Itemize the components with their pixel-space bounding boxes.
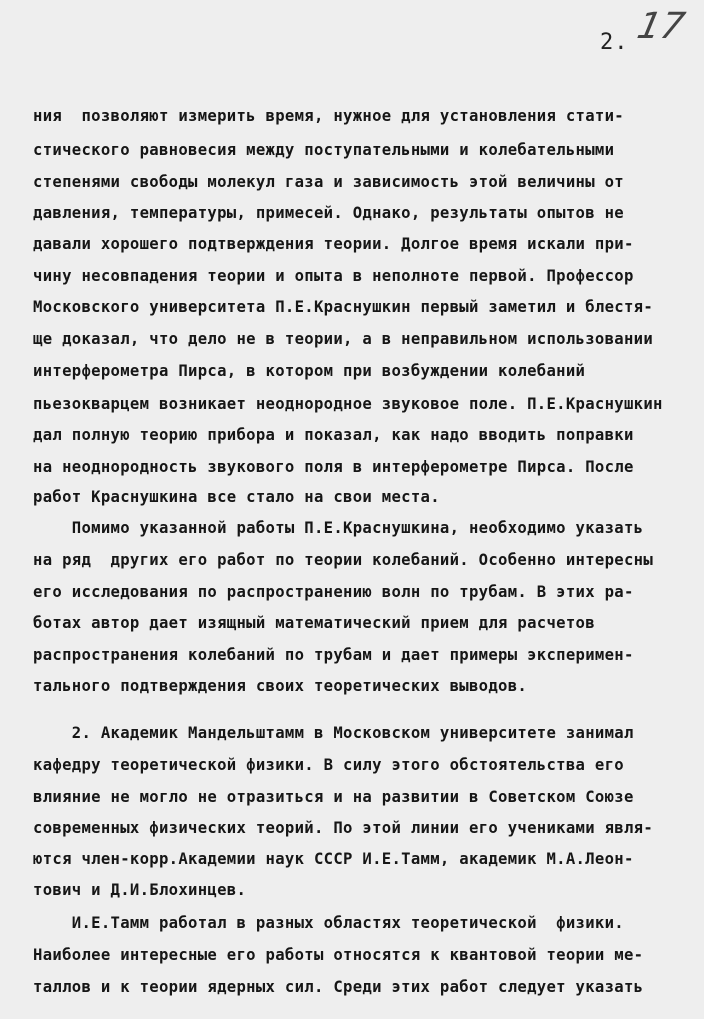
page-number: 2. (600, 30, 629, 55)
text-line: интерферометра Пирса, в котором при возбуждении колебаний (33, 362, 586, 380)
text-line: давали хорошего подтверждения теории. Долгое время искали при- (33, 235, 634, 253)
text-line: кафедру теоретической физики. В силу этого обстоятельства его (33, 756, 624, 774)
text-line: влияние не могло не отразиться и на развитии в Советском Союзе (33, 788, 634, 806)
text-line: пьезокварцем возникает неоднородное звуковое поле. П.Е.Краснушкин (33, 395, 663, 413)
text-line: 2. Академик Мандельштамм в Московском университете занимал (33, 724, 634, 742)
text-line: Помимо указанной работы П.Е.Краснушкина, необходимо указать (33, 519, 644, 537)
text-line: стического равновесия между поступательными и колебательными (33, 141, 615, 159)
text-line: Московского университета П.Е.Краснушкин первый заметил и блестя- (33, 298, 654, 316)
handwritten-folio-number: 17 (633, 6, 689, 47)
text-line: степенями свободы молекул газа и зависимость этой величины от (33, 173, 624, 191)
text-line: Наиболее интересные его работы относятся к квантовой теории ме- (33, 946, 644, 964)
text-line: распространения колебаний по трубам и дает примеры эксперимен- (33, 646, 634, 664)
text-line: тального подтверждения своих теоретических выводов. (33, 677, 528, 695)
text-line: чину несовпадения теории и опыта в неполноте первой. Профессор (33, 267, 634, 285)
text-line: на ряд других его работ по теории колебаний. Особенно интересны (33, 551, 654, 569)
text-line: давления, температуры, примесей. Однако, результаты опытов не (33, 204, 624, 222)
text-line: ния позволяют измерить время, нужное для установления стати- (33, 107, 624, 125)
text-line: на неоднородность звукового поля в интерферометре Пирса. После (33, 458, 634, 476)
text-line: современных физических теорий. По этой линии его учениками явля- (33, 819, 654, 837)
text-line: дал полную теорию прибора и показал, как надо вводить поправки (33, 426, 634, 444)
text-line: таллов и к теории ядерных сил. Среди этих работ следует указать (33, 978, 644, 996)
text-line: ботах автор дает изящный математический прием для расчетов (33, 614, 595, 632)
text-line: тович и Д.И.Блохинцев. (33, 881, 247, 899)
text-line: работ Краснушкина все стало на свои места. (33, 488, 440, 506)
text-line: ще доказал, что дело не в теории, а в неправильном использовании (33, 330, 654, 348)
text-line: И.Е.Тамм работал в разных областях теоретической физики. (33, 914, 624, 932)
text-line: его исследования по распространению волн по трубам. В этих ра- (33, 583, 634, 601)
text-line: ются член-корр.Академии наук СССР И.Е.Тамм, академик М.А.Леон- (33, 850, 634, 868)
